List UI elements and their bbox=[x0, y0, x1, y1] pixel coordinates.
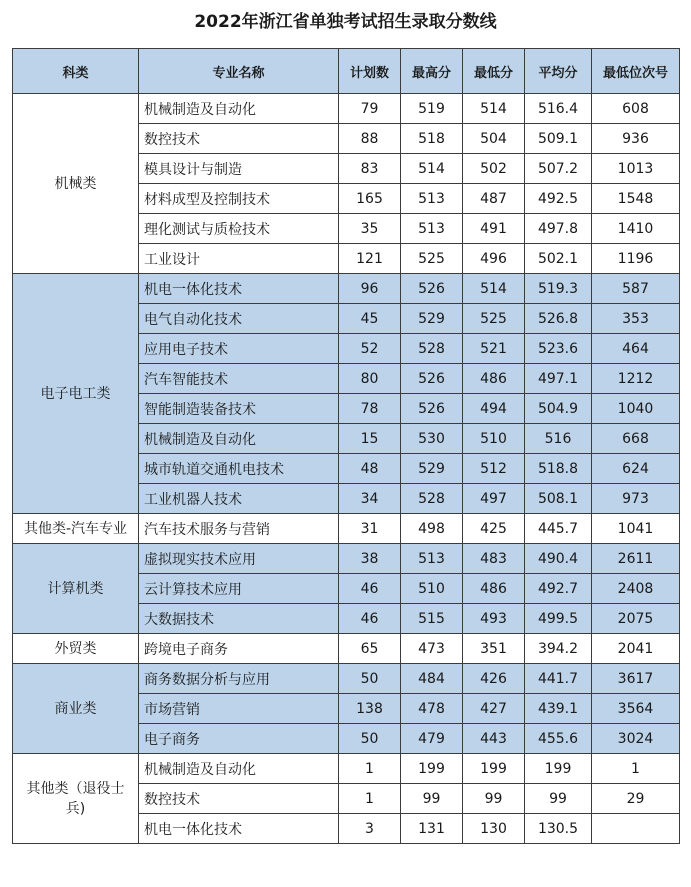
min-score-cell: 426 bbox=[463, 664, 525, 694]
min-score-cell: 425 bbox=[463, 514, 525, 544]
min-rank-cell: 2408 bbox=[592, 574, 680, 604]
plan-count-cell: 78 bbox=[339, 394, 401, 424]
min-score-cell: 493 bbox=[463, 604, 525, 634]
min-rank-cell: 1 bbox=[592, 754, 680, 784]
min-rank-cell: 1013 bbox=[592, 154, 680, 184]
avg-score-cell: 497.1 bbox=[525, 364, 592, 394]
major-name-cell: 虚拟现实技术应用 bbox=[139, 544, 339, 574]
admission-score-table bbox=[12, 48, 680, 844]
plan-count-cell: 45 bbox=[339, 304, 401, 334]
plan-count-cell: 38 bbox=[339, 544, 401, 574]
min-score-cell: 427 bbox=[463, 694, 525, 724]
min-score-cell: 514 bbox=[463, 94, 525, 124]
plan-count-cell: 96 bbox=[339, 274, 401, 304]
major-name-cell: 汽车技术服务与营销 bbox=[139, 514, 339, 544]
max-score-cell: 529 bbox=[401, 304, 463, 334]
min-score-cell: 494 bbox=[463, 394, 525, 424]
max-score-cell: 131 bbox=[401, 814, 463, 844]
major-name-cell: 机械制造及自动化 bbox=[139, 754, 339, 784]
major-name-cell: 工业设计 bbox=[139, 244, 339, 274]
min-score-cell: 502 bbox=[463, 154, 525, 184]
avg-score-cell: 492.5 bbox=[525, 184, 592, 214]
max-score-cell: 498 bbox=[401, 514, 463, 544]
category-cell: 其他类（退役士兵) bbox=[13, 754, 139, 844]
category-cell: 商业类 bbox=[13, 664, 139, 754]
avg-score-cell: 492.7 bbox=[525, 574, 592, 604]
min-rank-cell: 973 bbox=[592, 484, 680, 514]
plan-count-cell: 80 bbox=[339, 364, 401, 394]
table-body bbox=[13, 94, 680, 844]
min-score-cell: 486 bbox=[463, 574, 525, 604]
table-row bbox=[13, 514, 680, 544]
major-name-cell: 机电一体化技术 bbox=[139, 814, 339, 844]
plan-count-cell: 121 bbox=[339, 244, 401, 274]
max-score-cell: 526 bbox=[401, 364, 463, 394]
min-rank-cell: 1410 bbox=[592, 214, 680, 244]
plan-count-cell: 3 bbox=[339, 814, 401, 844]
avg-score-cell: 497.8 bbox=[525, 214, 592, 244]
plan-count-cell: 83 bbox=[339, 154, 401, 184]
min-score-cell: 514 bbox=[463, 274, 525, 304]
avg-score-cell: 445.7 bbox=[525, 514, 592, 544]
min-rank-cell: 1040 bbox=[592, 394, 680, 424]
min-rank-cell: 3024 bbox=[592, 724, 680, 754]
major-name-cell: 智能制造装备技术 bbox=[139, 394, 339, 424]
major-name-cell: 材料成型及控制技术 bbox=[139, 184, 339, 214]
avg-score-cell: 199 bbox=[525, 754, 592, 784]
header-min-rank: 最低位次号 bbox=[592, 49, 680, 94]
avg-score-cell: 516 bbox=[525, 424, 592, 454]
category-cell: 计算机类 bbox=[13, 544, 139, 634]
max-score-cell: 529 bbox=[401, 454, 463, 484]
major-name-cell: 电气自动化技术 bbox=[139, 304, 339, 334]
table-header-row bbox=[13, 49, 680, 94]
major-name-cell: 理化测试与质检技术 bbox=[139, 214, 339, 244]
major-name-cell: 机电一体化技术 bbox=[139, 274, 339, 304]
category-cell: 机械类 bbox=[13, 94, 139, 274]
major-name-cell: 机械制造及自动化 bbox=[139, 424, 339, 454]
major-name-cell: 工业机器人技术 bbox=[139, 484, 339, 514]
min-rank-cell: 1196 bbox=[592, 244, 680, 274]
min-score-cell: 525 bbox=[463, 304, 525, 334]
max-score-cell: 478 bbox=[401, 694, 463, 724]
avg-score-cell: 99 bbox=[525, 784, 592, 814]
plan-count-cell: 1 bbox=[339, 754, 401, 784]
avg-score-cell: 130.5 bbox=[525, 814, 592, 844]
min-rank-cell: 29 bbox=[592, 784, 680, 814]
plan-count-cell: 46 bbox=[339, 574, 401, 604]
min-rank-cell: 587 bbox=[592, 274, 680, 304]
plan-count-cell: 1 bbox=[339, 784, 401, 814]
major-name-cell: 数控技术 bbox=[139, 124, 339, 154]
min-rank-cell: 353 bbox=[592, 304, 680, 334]
plan-count-cell: 52 bbox=[339, 334, 401, 364]
plan-count-cell: 31 bbox=[339, 514, 401, 544]
avg-score-cell: 441.7 bbox=[525, 664, 592, 694]
header-avg-score: 平均分 bbox=[525, 49, 592, 94]
table-row bbox=[13, 754, 680, 784]
max-score-cell: 525 bbox=[401, 244, 463, 274]
min-rank-cell: 624 bbox=[592, 454, 680, 484]
avg-score-cell: 499.5 bbox=[525, 604, 592, 634]
major-name-cell: 商务数据分析与应用 bbox=[139, 664, 339, 694]
page-title: 2022年浙江省单独考试招生录取分数线 bbox=[194, 12, 497, 32]
header-max-score: 最高分 bbox=[401, 49, 463, 94]
major-name-cell: 应用电子技术 bbox=[139, 334, 339, 364]
major-name-cell: 数控技术 bbox=[139, 784, 339, 814]
table-row bbox=[13, 274, 680, 304]
avg-score-cell: 509.1 bbox=[525, 124, 592, 154]
max-score-cell: 528 bbox=[401, 334, 463, 364]
max-score-cell: 519 bbox=[401, 94, 463, 124]
plan-count-cell: 88 bbox=[339, 124, 401, 154]
header-min-score: 最低分 bbox=[463, 49, 525, 94]
max-score-cell: 526 bbox=[401, 394, 463, 424]
plan-count-cell: 48 bbox=[339, 454, 401, 484]
major-name-cell: 跨境电子商务 bbox=[139, 634, 339, 664]
min-rank-cell: 2041 bbox=[592, 634, 680, 664]
avg-score-cell: 394.2 bbox=[525, 634, 592, 664]
avg-score-cell: 519.3 bbox=[525, 274, 592, 304]
min-score-cell: 510 bbox=[463, 424, 525, 454]
plan-count-cell: 35 bbox=[339, 214, 401, 244]
min-rank-cell: 1212 bbox=[592, 364, 680, 394]
min-rank-cell: 3564 bbox=[592, 694, 680, 724]
min-score-cell: 497 bbox=[463, 484, 525, 514]
min-score-cell: 130 bbox=[463, 814, 525, 844]
avg-score-cell: 523.6 bbox=[525, 334, 592, 364]
min-score-cell: 487 bbox=[463, 184, 525, 214]
max-score-cell: 518 bbox=[401, 124, 463, 154]
major-name-cell: 电子商务 bbox=[139, 724, 339, 754]
table-row bbox=[13, 634, 680, 664]
max-score-cell: 526 bbox=[401, 274, 463, 304]
min-score-cell: 486 bbox=[463, 364, 525, 394]
plan-count-cell: 138 bbox=[339, 694, 401, 724]
table-row bbox=[13, 544, 680, 574]
min-rank-cell: 1548 bbox=[592, 184, 680, 214]
major-name-cell: 城市轨道交通机电技术 bbox=[139, 454, 339, 484]
max-score-cell: 484 bbox=[401, 664, 463, 694]
min-rank-cell bbox=[592, 814, 680, 844]
table-row bbox=[13, 664, 680, 694]
avg-score-cell: 526.8 bbox=[525, 304, 592, 334]
avg-score-cell: 516.4 bbox=[525, 94, 592, 124]
min-rank-cell: 608 bbox=[592, 94, 680, 124]
major-name-cell: 大数据技术 bbox=[139, 604, 339, 634]
plan-count-cell: 65 bbox=[339, 634, 401, 664]
min-rank-cell: 668 bbox=[592, 424, 680, 454]
avg-score-cell: 504.9 bbox=[525, 394, 592, 424]
max-score-cell: 510 bbox=[401, 574, 463, 604]
plan-count-cell: 46 bbox=[339, 604, 401, 634]
category-cell: 其他类-汽车专业 bbox=[13, 514, 139, 544]
min-rank-cell: 2075 bbox=[592, 604, 680, 634]
avg-score-cell: 508.1 bbox=[525, 484, 592, 514]
min-score-cell: 496 bbox=[463, 244, 525, 274]
major-name-cell: 模具设计与制造 bbox=[139, 154, 339, 184]
header-category: 科类 bbox=[13, 49, 139, 94]
avg-score-cell: 502.1 bbox=[525, 244, 592, 274]
max-score-cell: 528 bbox=[401, 484, 463, 514]
table-row bbox=[13, 94, 680, 124]
min-rank-cell: 2611 bbox=[592, 544, 680, 574]
min-score-cell: 443 bbox=[463, 724, 525, 754]
max-score-cell: 479 bbox=[401, 724, 463, 754]
avg-score-cell: 490.4 bbox=[525, 544, 592, 574]
max-score-cell: 199 bbox=[401, 754, 463, 784]
max-score-cell: 99 bbox=[401, 784, 463, 814]
min-score-cell: 483 bbox=[463, 544, 525, 574]
major-name-cell: 市场营销 bbox=[139, 694, 339, 724]
plan-count-cell: 165 bbox=[339, 184, 401, 214]
major-name-cell: 机械制造及自动化 bbox=[139, 94, 339, 124]
header-plan-count: 计划数 bbox=[339, 49, 401, 94]
major-name-cell: 云计算技术应用 bbox=[139, 574, 339, 604]
min-rank-cell: 464 bbox=[592, 334, 680, 364]
max-score-cell: 513 bbox=[401, 214, 463, 244]
min-score-cell: 99 bbox=[463, 784, 525, 814]
max-score-cell: 513 bbox=[401, 544, 463, 574]
header-major: 专业名称 bbox=[139, 49, 339, 94]
max-score-cell: 513 bbox=[401, 184, 463, 214]
min-rank-cell: 936 bbox=[592, 124, 680, 154]
major-name-cell: 汽车智能技术 bbox=[139, 364, 339, 394]
plan-count-cell: 15 bbox=[339, 424, 401, 454]
avg-score-cell: 439.1 bbox=[525, 694, 592, 724]
min-score-cell: 351 bbox=[463, 634, 525, 664]
category-cell: 外贸类 bbox=[13, 634, 139, 664]
avg-score-cell: 455.6 bbox=[525, 724, 592, 754]
max-score-cell: 530 bbox=[401, 424, 463, 454]
plan-count-cell: 50 bbox=[339, 724, 401, 754]
min-score-cell: 512 bbox=[463, 454, 525, 484]
plan-count-cell: 79 bbox=[339, 94, 401, 124]
max-score-cell: 514 bbox=[401, 154, 463, 184]
max-score-cell: 515 bbox=[401, 604, 463, 634]
plan-count-cell: 34 bbox=[339, 484, 401, 514]
min-rank-cell: 1041 bbox=[592, 514, 680, 544]
min-score-cell: 491 bbox=[463, 214, 525, 244]
min-rank-cell: 3617 bbox=[592, 664, 680, 694]
plan-count-cell: 50 bbox=[339, 664, 401, 694]
min-score-cell: 199 bbox=[463, 754, 525, 784]
min-score-cell: 504 bbox=[463, 124, 525, 154]
avg-score-cell: 507.2 bbox=[525, 154, 592, 184]
category-cell: 电子电工类 bbox=[13, 274, 139, 514]
min-score-cell: 521 bbox=[463, 334, 525, 364]
avg-score-cell: 518.8 bbox=[525, 454, 592, 484]
max-score-cell: 473 bbox=[401, 634, 463, 664]
